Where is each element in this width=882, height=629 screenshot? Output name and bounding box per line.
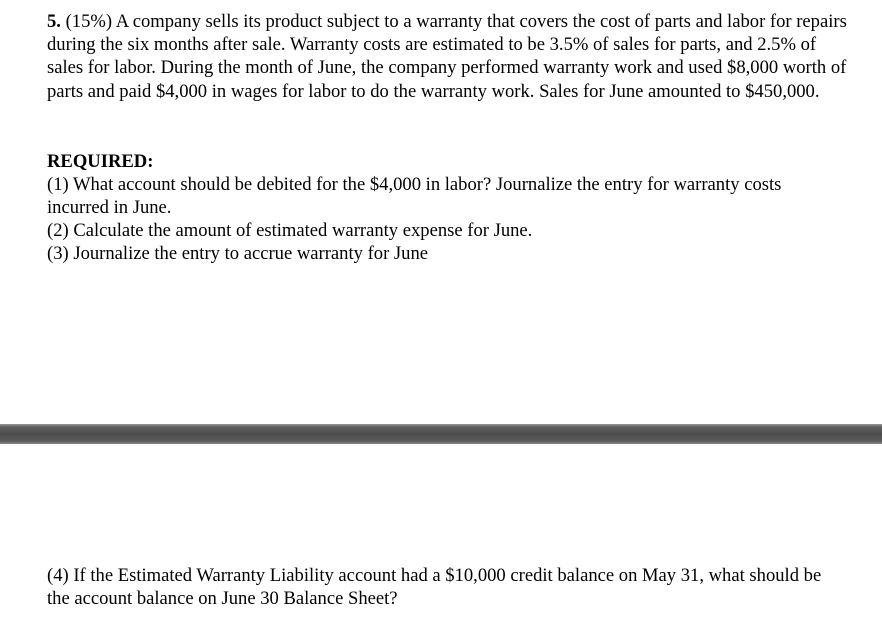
part-4-question: (4) If the Estimated Warranty Liability account had a $10,000 credit balance on May 31, what should be the account balance on June 30 Balance Sheet? (47, 565, 822, 610)
page-bottom (0, 444, 882, 629)
required-heading: REQUIRED: (47, 151, 154, 172)
page-divider (0, 424, 882, 444)
required-item-1: (1) What account should be debited for the $4,000 in labor? Journalize the entry for warranty costs incurred in June. (47, 174, 782, 219)
question-number: 5. (47, 11, 61, 32)
question-paragraph (47, 10, 847, 103)
required-item-3: (3) Journalize the entry to accrue warranty for June (47, 243, 428, 264)
required-item-2: (2) Calculate the amount of estimated warranty expense for June. (47, 220, 533, 241)
question-intro: (15%) A company sells its product subject to a warranty that covers the cost of parts and labor for repairs during the six months after sale. Warranty costs are estimated to be 3.5% of sales for parts, and 2.5% of sales for labor. During the month of June, the company performed warranty work and used $8,000 worth of parts and paid $4,000 in wages for labor to do the warranty work. Sales for June amounted to $450,000. (47, 11, 847, 102)
